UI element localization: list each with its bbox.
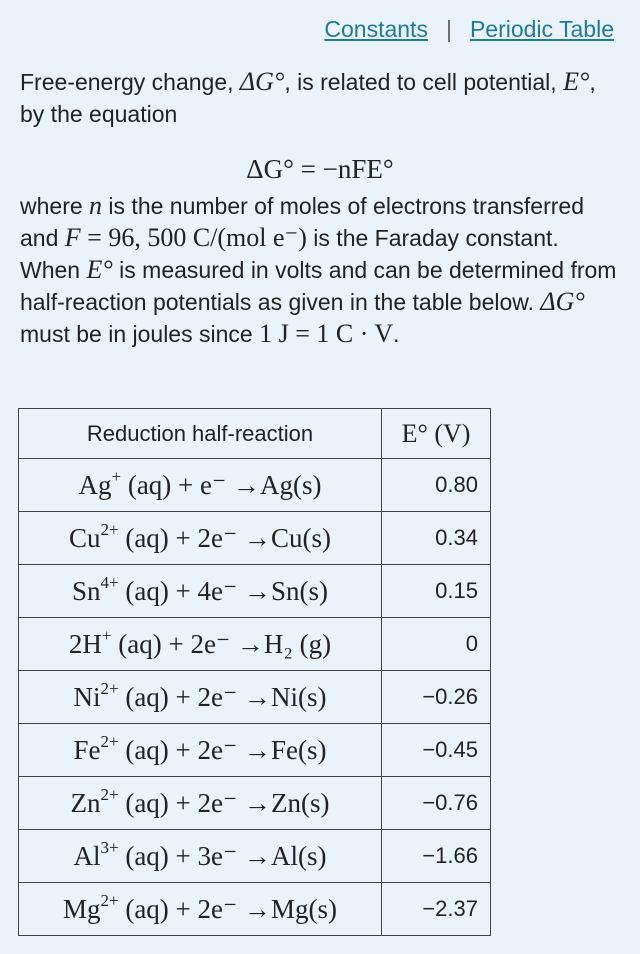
reaction-rest: (aq) + 2e⁻ →H₂ (g) bbox=[111, 628, 332, 659]
body-text-1: where bbox=[20, 193, 90, 219]
reaction-cell bbox=[19, 883, 382, 936]
reaction-rest: (aq) + 2e⁻ →Zn(s) bbox=[118, 787, 330, 818]
reaction-rest: (aq) + 2e⁻ →Ni(s) bbox=[118, 681, 327, 712]
reaction-ion: Ni bbox=[73, 681, 101, 712]
reaction-rest: (aq) + 4e⁻ →Sn(s) bbox=[118, 575, 329, 606]
body-text-2: is the number of moles of electrons transferred and bbox=[20, 193, 584, 251]
table-row bbox=[19, 830, 491, 883]
table-body bbox=[19, 459, 491, 936]
reaction-cell bbox=[19, 724, 382, 777]
reduction-potentials-table bbox=[18, 408, 491, 936]
reaction-rest: (aq) + 3e⁻ →Al(s) bbox=[118, 840, 327, 871]
reaction-charge: 2+ bbox=[100, 890, 119, 910]
reaction-charge: 3+ bbox=[100, 837, 119, 857]
potential-cell: 0 bbox=[382, 618, 491, 671]
link-separator: | bbox=[445, 16, 452, 42]
reaction-cell bbox=[19, 671, 382, 724]
n-symbol: n bbox=[89, 191, 103, 220]
reaction-ion: Al bbox=[73, 840, 101, 871]
reaction-ion: Fe bbox=[73, 734, 101, 765]
reaction-charge: 2+ bbox=[100, 731, 119, 751]
header-potential: E° (V) bbox=[382, 409, 491, 459]
potential-cell: 0.80 bbox=[382, 459, 491, 512]
body-text-5: is measured in volts and can be determined from half-reaction potentials as given in the table below. bbox=[20, 257, 617, 315]
intro-text-1: Free-energy change, bbox=[20, 69, 240, 95]
body-text-4: is the Faraday constant. When bbox=[20, 225, 559, 283]
reaction-ion: Mg bbox=[62, 893, 101, 924]
table-row bbox=[19, 512, 491, 565]
periodic-table-link[interactable]: Periodic Table bbox=[469, 16, 614, 42]
reaction-ion: Zn bbox=[70, 787, 101, 818]
reaction-rest: (aq) + 2e⁻ →Mg(s) bbox=[118, 893, 338, 924]
potential-cell: 0.15 bbox=[382, 565, 491, 618]
f-symbol: F bbox=[64, 223, 81, 252]
intro-text-2: , is related to cell potential, bbox=[284, 69, 564, 95]
potential-cell: −0.45 bbox=[382, 724, 491, 777]
reaction-rest: (aq) + e⁻ →Ag(s) bbox=[121, 469, 322, 500]
potential-cell: −0.76 bbox=[382, 777, 491, 830]
joule-relation: 1 J = 1 C · V bbox=[259, 319, 394, 348]
table-row bbox=[19, 459, 491, 512]
e-cell-symbol-2: E° bbox=[86, 255, 113, 284]
reaction-cell bbox=[19, 777, 382, 830]
faraday-value: = 96, 500 C/(mol e⁻) bbox=[80, 223, 307, 252]
reaction-charge: 2+ bbox=[100, 784, 119, 804]
reaction-charge: + bbox=[111, 466, 122, 486]
body-text-8: . bbox=[393, 321, 400, 347]
constants-link[interactable]: Constants bbox=[324, 16, 428, 42]
table-row bbox=[19, 883, 491, 936]
body-text-6: must be in joules since bbox=[20, 321, 260, 347]
reaction-charge: 2+ bbox=[100, 519, 119, 539]
table-row bbox=[19, 565, 491, 618]
e-cell-symbol: E° bbox=[563, 67, 590, 96]
reaction-cell bbox=[19, 512, 382, 565]
reaction-ion: Ag bbox=[78, 469, 112, 500]
reaction-charge: 4+ bbox=[100, 572, 119, 592]
header-reaction: Reduction half-reaction bbox=[19, 409, 382, 459]
reaction-ion: Sn bbox=[71, 575, 101, 606]
table-row bbox=[19, 618, 491, 671]
delta-g-symbol-2: ΔG° bbox=[540, 287, 585, 316]
reaction-charge: 2+ bbox=[100, 678, 119, 698]
reaction-cell bbox=[19, 618, 382, 671]
table-row bbox=[19, 671, 491, 724]
potential-cell: −2.37 bbox=[382, 883, 491, 936]
table-row bbox=[19, 777, 491, 830]
intro-text-3: , by the equation bbox=[20, 69, 596, 127]
table-row bbox=[19, 724, 491, 777]
body-paragraph bbox=[20, 190, 620, 350]
intro-paragraph bbox=[20, 66, 620, 130]
reaction-ion: 2H bbox=[68, 628, 102, 659]
gibbs-equation: ΔG° = −nFE° bbox=[246, 154, 394, 184]
reaction-rest: (aq) + 2e⁻ →Cu(s) bbox=[118, 522, 332, 553]
reaction-cell bbox=[19, 459, 382, 512]
potential-cell: −1.66 bbox=[382, 830, 491, 883]
top-links bbox=[324, 16, 614, 43]
delta-g-symbol: ΔG° bbox=[239, 67, 285, 96]
reaction-cell bbox=[19, 830, 382, 883]
potential-cell: 0.34 bbox=[382, 512, 491, 565]
reaction-ion: Cu bbox=[68, 522, 101, 553]
reaction-cell bbox=[19, 565, 382, 618]
reaction-rest: (aq) + 2e⁻ →Fe(s) bbox=[118, 734, 327, 765]
reaction-charge: + bbox=[101, 625, 112, 645]
potential-cell: −0.26 bbox=[382, 671, 491, 724]
table-header-row bbox=[19, 409, 491, 459]
